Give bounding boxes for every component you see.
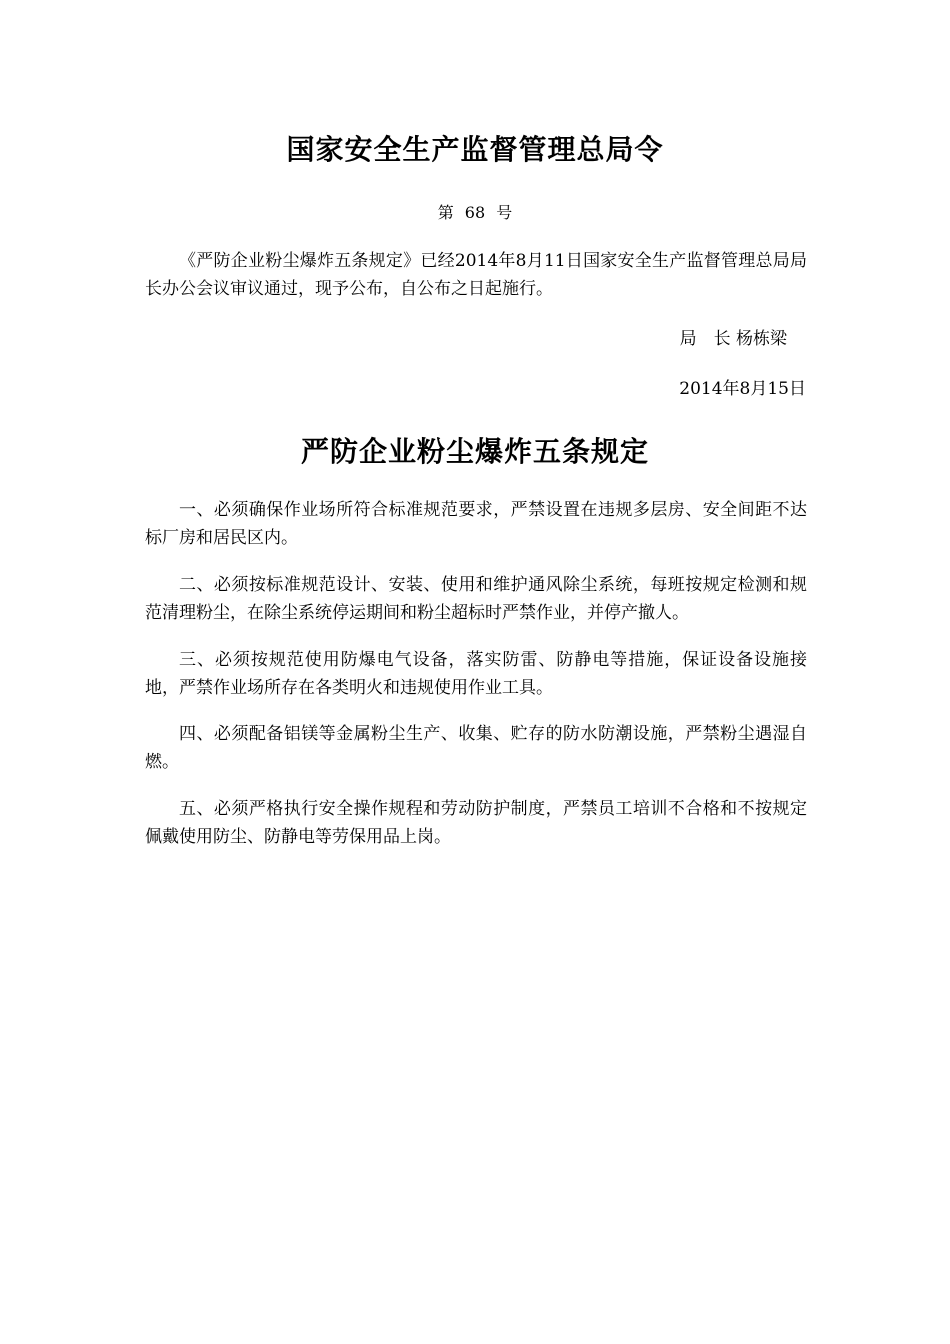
signature: 局 长 杨栋梁 bbox=[679, 329, 787, 349]
order-number: 第 68 号 bbox=[437, 203, 513, 222]
intro-paragraph: 《严防企业粉尘爆炸五条规定》已经2014年8月11日国家安全生产监督管理总局局长办公会议审议通过，现予公布，自公布之日起施行。 bbox=[145, 251, 807, 299]
rule-item-1: 一、必须确保作业场所符合标准规范要求，严禁设置在违规多层房、安全间距不达标厂房和居民区内。 bbox=[145, 500, 807, 548]
order-title: 国家安全生产监督管理总局令 bbox=[286, 133, 664, 166]
rule-item-3: 三、必须按规范使用防爆电气设备，落实防雷、防静电等措施，保证设备设施接地，严禁作业场所存在各类明火和违规使用作业工具。 bbox=[145, 650, 807, 698]
rule-item-5: 五、必须严格执行安全操作规程和劳动防护制度，严禁员工培训不合格和不按规定佩戴使用防尘、防静电等劳保用品上岗。 bbox=[145, 799, 807, 847]
issue-date: 2014年8月15日 bbox=[679, 379, 806, 399]
rule-item-4: 四、必须配备铝镁等金属粉尘生产、收集、贮存的防水防潮设施，严禁粉尘遇湿自燃。 bbox=[145, 724, 807, 772]
rule-item-2: 二、必须按标准规范设计、安装、使用和维护通风除尘系统，每班按规定检测和规范清理粉尘，在除尘系统停运期间和粉尘超标时严禁作业，并停产撤人。 bbox=[145, 575, 807, 623]
regulation-title: 严防企业粉尘爆炸五条规定 bbox=[300, 435, 649, 468]
